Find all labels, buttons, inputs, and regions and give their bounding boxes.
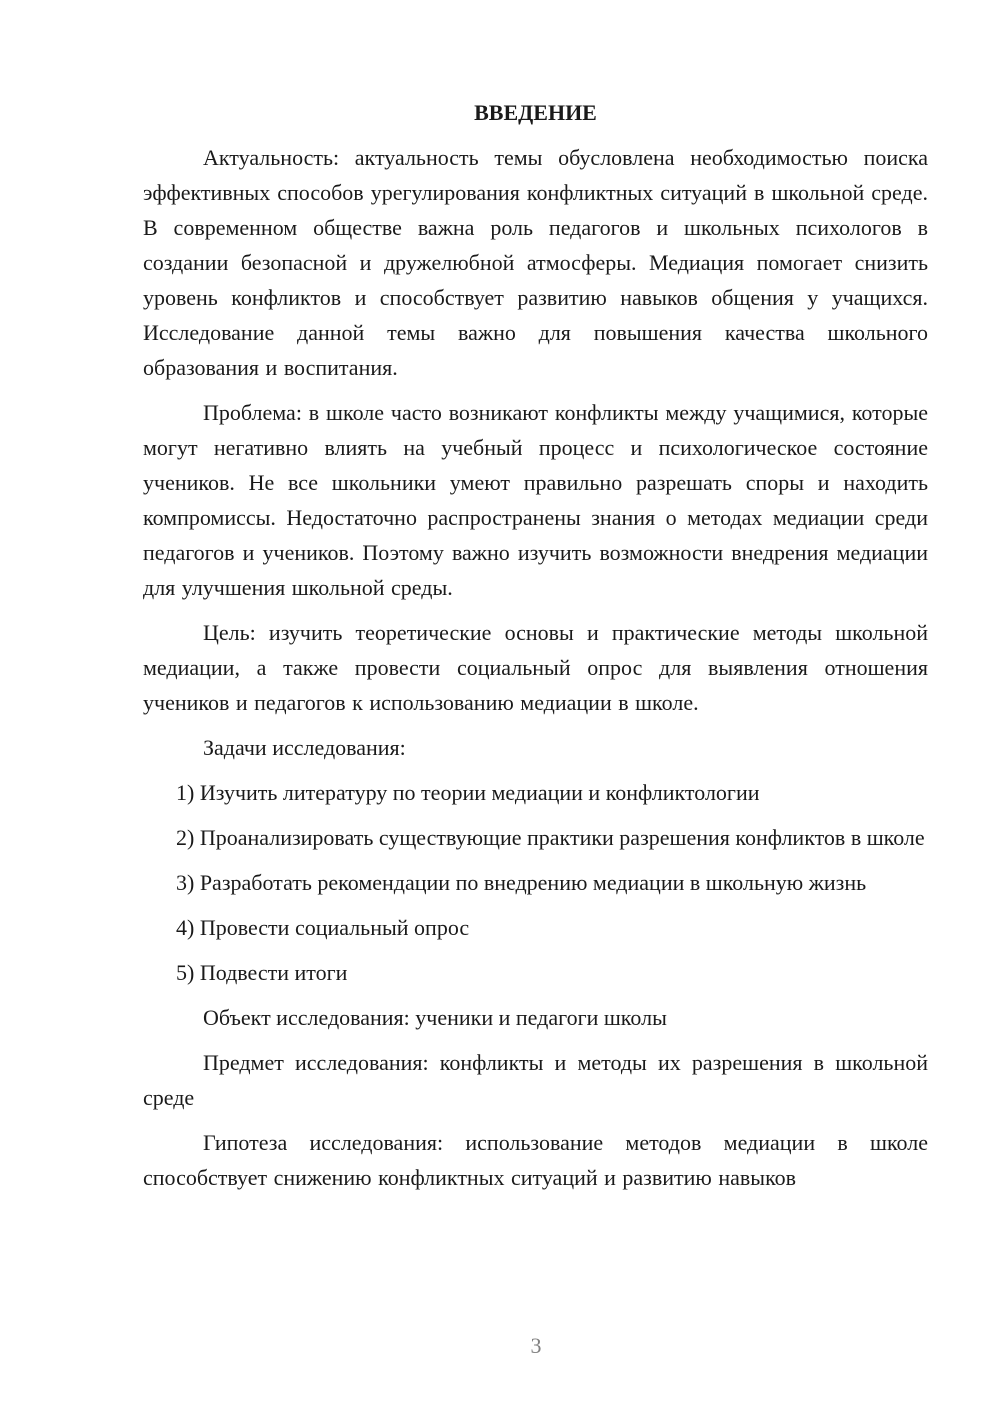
paragraph-object: Объект исследования: ученики и педагоги школы [203,1005,667,1030]
paragraph-relevance: Актуальность: актуальность темы обусловлена необходимостью поиска эффективных способов урегулирования конфликтных ситуаций в школьной среде. В современном обществе важна роль педагогов и школьных психологов в создании безопасной и дружелюбной атмосферы. Медиация помогает снизить уровень конфликтов и способствует развитию навыков общения у учащихся. Исследование данной темы важно для повышения качества школьного образования и воспитания. [143,145,928,380]
task-item: 1) Изучить литературу по теории медиации и конфликтологии [176,780,760,805]
paragraph-hypothesis: Гипотеза исследования: использование методов медиации в школе способствует снижению конфликтных ситуаций и развитию навыков [143,1130,928,1190]
task-item: 4) Провести социальный опрос [176,915,470,940]
task-item: 2) Проанализировать существующие практики разрешения конфликтов в школе [176,825,925,850]
section-title: ВВЕДЕНИЕ [474,100,597,125]
task-item: 3) Разработать рекомендации по внедрению медиации в школьную жизнь [176,870,867,895]
paragraph-goal: Цель: изучить теоретические основы и практические методы школьной медиации, а также провести социальный опрос для выявления отношения учеников и педагогов к использованию медиации в школе. [143,620,928,715]
tasks-heading: Задачи исследования: [203,735,406,760]
task-item: 5) Подвести итоги [176,960,348,985]
paragraph-problem: Проблема: в школе часто возникают конфликты между учащимися, которые могут негативно влиять на учебный процесс и психологическое состояние учеников. Не все школьники умеют правильно разрешать споры и находить компромиссы. Недостаточно распространены знания о методах медиации среди педагогов и учеников. Поэтому важно изучить возможности внедрения медиации для улучшения школьной среды. [143,400,928,600]
paragraph-subject: Предмет исследования: конфликты и методы их разрешения в школьной среде [143,1050,928,1110]
page-content [143,95,928,1205]
page-number: 3 [530,1333,542,1358]
